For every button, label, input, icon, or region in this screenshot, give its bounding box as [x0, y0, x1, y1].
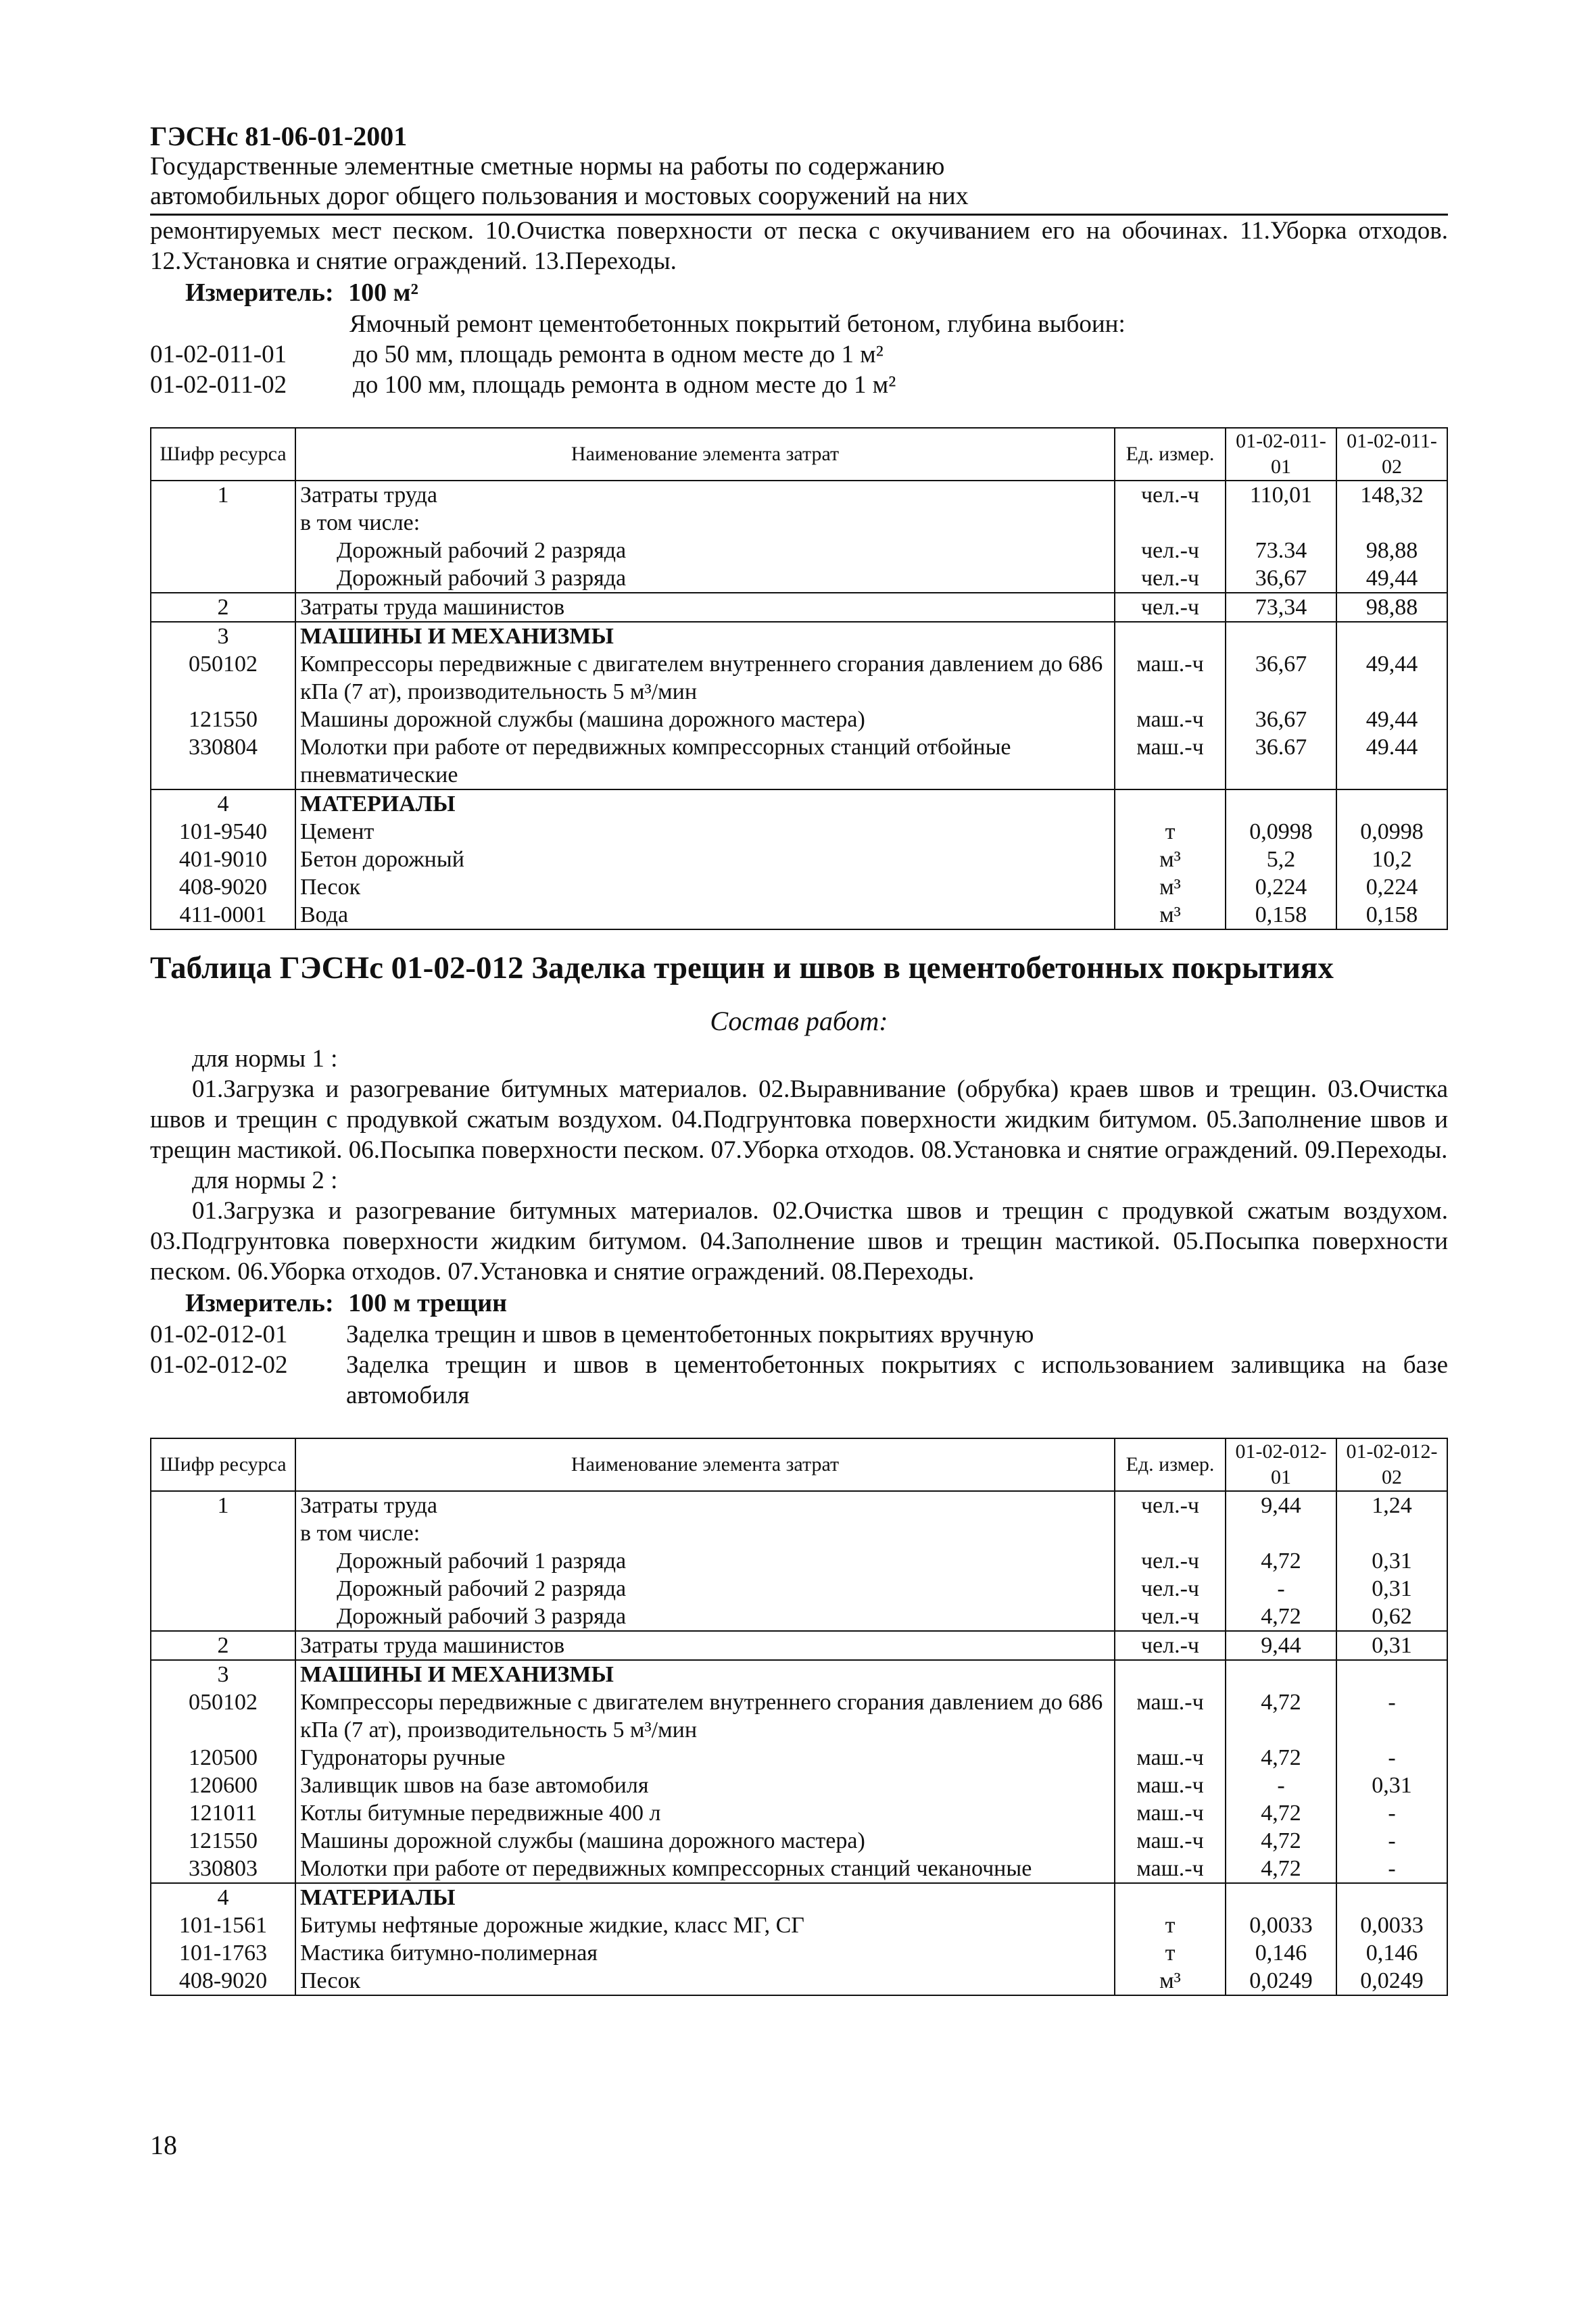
- table-row: [151, 789, 1447, 818]
- cell-norm-1-value: -: [1226, 1772, 1336, 1799]
- cell-unit: т: [1115, 818, 1226, 846]
- cell-norm-2-value: 0,0249: [1336, 1967, 1447, 1995]
- cell-norm-1-value: 0,158: [1226, 901, 1336, 929]
- cell-norm-2-value: 0,31: [1336, 1547, 1447, 1575]
- cell-resource-code: [151, 1575, 295, 1603]
- header-name: Наименование элемента затрат: [295, 428, 1115, 481]
- cell-unit: [1115, 1883, 1226, 1911]
- cell-cost-element: Песок: [295, 1967, 1115, 1995]
- cell-resource-code: 050102: [151, 650, 295, 706]
- cell-cost-element: Заливщик швов на базе автомобиля: [295, 1772, 1115, 1799]
- cell-norm-1-value: 73.34: [1226, 537, 1336, 564]
- cell-norm-2-value: [1336, 622, 1447, 650]
- cell-unit: чел.-ч: [1115, 1631, 1226, 1660]
- table-row: [151, 481, 1447, 509]
- document-page: [150, 122, 1448, 1996]
- table-row: [151, 1631, 1447, 1660]
- cell-unit: маш.-ч: [1115, 733, 1226, 789]
- cell-norm-2-value: 1,24: [1336, 1491, 1447, 1519]
- norm-text: Заделка трещин и швов в цементобетонных покрытиях с использованием заливщика на базе автомобиля: [346, 1351, 1448, 1409]
- cell-cost-element: Вода: [295, 901, 1115, 929]
- header-norm-1: 01-02-012-01: [1226, 1438, 1336, 1491]
- cell-norm-2-value: 98,88: [1336, 593, 1447, 622]
- cell-norm-1-value: 4,72: [1226, 1799, 1336, 1827]
- cell-norm-1-value: [1226, 789, 1336, 818]
- cell-resource-code: 4: [151, 1883, 295, 1911]
- cell-norm-2-value: 49,44: [1336, 706, 1447, 733]
- cell-cost-element: МАТЕРИАЛЫ: [295, 1883, 1115, 1911]
- cell-norm-1-value: 4,72: [1226, 1855, 1336, 1883]
- cell-norm-1-value: 36,67: [1226, 706, 1336, 733]
- header-line-2: автомобильных дорог общего пользования и мостовых сооружений на них: [150, 182, 969, 210]
- table-row: [151, 1519, 1447, 1547]
- cell-cost-element: Гудронаторы ручные: [295, 1744, 1115, 1772]
- table-row: [151, 1883, 1447, 1911]
- header-unit: Ед. измер.: [1115, 428, 1226, 481]
- cell-resource-code: 330804: [151, 733, 295, 789]
- header-norm-2: 01-02-011-02: [1336, 428, 1447, 481]
- cell-resource-code: 120600: [151, 1772, 295, 1799]
- cell-resource-code: [151, 537, 295, 564]
- cell-cost-element: МАШИНЫ И МЕХАНИЗМЫ: [295, 1660, 1115, 1688]
- cell-unit: чел.-ч: [1115, 1547, 1226, 1575]
- cell-norm-1-value: [1226, 1519, 1336, 1547]
- cell-cost-element: в том числе:: [295, 1519, 1115, 1547]
- cell-resource-code: 1: [151, 481, 295, 509]
- table-title: Таблица ГЭСНс 01-02-012 Заделка трещин и швов в цементобетонных покрытиях: [150, 950, 1334, 985]
- cell-unit: [1115, 509, 1226, 537]
- cell-cost-element: Дорожный рабочий 2 разряда: [295, 1575, 1115, 1603]
- cell-norm-2-value: 49.44: [1336, 733, 1447, 789]
- cell-cost-element: Дорожный рабочий 3 разряда: [295, 564, 1115, 593]
- norm-row: [150, 370, 1448, 400]
- cell-norm-2-value: 0,31: [1336, 1575, 1447, 1603]
- table-row: [151, 1827, 1447, 1855]
- cell-unit: маш.-ч: [1115, 706, 1226, 733]
- table-row: [151, 846, 1447, 873]
- meter-line-2: [150, 1287, 1448, 1319]
- table-row: [151, 1491, 1447, 1519]
- resource-table-1: [150, 427, 1448, 930]
- table-row: [151, 1939, 1447, 1967]
- cell-cost-element: Затраты труда машинистов: [295, 1631, 1115, 1660]
- table-row: [151, 1575, 1447, 1603]
- cell-norm-2-value: 49,44: [1336, 564, 1447, 593]
- cell-cost-element: Компрессоры передвижные с двигателем внутреннего сгорания давлением до 686 кПа (7 ат), производительность 5 м³/мин: [295, 650, 1115, 706]
- cell-cost-element: МАШИНЫ И МЕХАНИЗМЫ: [295, 622, 1115, 650]
- cell-unit: маш.-ч: [1115, 650, 1226, 706]
- cell-norm-1-value: 4,72: [1226, 1603, 1336, 1631]
- cell-unit: м³: [1115, 873, 1226, 901]
- cell-unit: чел.-ч: [1115, 1491, 1226, 1519]
- cell-unit: маш.-ч: [1115, 1744, 1226, 1772]
- cell-resource-code: [151, 509, 295, 537]
- cell-cost-element: Затраты труда: [295, 1491, 1115, 1519]
- cell-norm-2-value: [1336, 1519, 1447, 1547]
- cell-resource-code: 411-0001: [151, 901, 295, 929]
- cell-norm-2-value: 98,88: [1336, 537, 1447, 564]
- resource-table-2: [150, 1438, 1448, 1996]
- cell-unit: чел.-ч: [1115, 537, 1226, 564]
- header-unit: Ед. измер.: [1115, 1438, 1226, 1491]
- cell-norm-2-value: [1336, 1660, 1447, 1688]
- table-row: [151, 706, 1447, 733]
- cell-norm-1-value: [1226, 509, 1336, 537]
- cell-cost-element: Молотки при работе от передвижных компрессорных станций чеканочные: [295, 1855, 1115, 1883]
- cell-unit: м³: [1115, 846, 1226, 873]
- cell-cost-element: Бетон дорожный: [295, 846, 1115, 873]
- cell-resource-code: [151, 564, 295, 593]
- table-row: [151, 901, 1447, 929]
- cell-cost-element: Котлы битумные передвижные 400 л: [295, 1799, 1115, 1827]
- table-row: [151, 1967, 1447, 1995]
- cell-cost-element: Цемент: [295, 818, 1115, 846]
- table-row: [151, 537, 1447, 564]
- cell-resource-code: 408-9020: [151, 1967, 295, 1995]
- cell-unit: маш.-ч: [1115, 1827, 1226, 1855]
- cell-norm-1-value: 36,67: [1226, 564, 1336, 593]
- cell-resource-code: 121550: [151, 706, 295, 733]
- meter-value: 100 м трещин: [348, 1289, 508, 1317]
- header-norm-1: 01-02-011-01: [1226, 428, 1336, 481]
- cell-unit: т: [1115, 1911, 1226, 1939]
- cell-cost-element: МАТЕРИАЛЫ: [295, 789, 1115, 818]
- cell-unit: т: [1115, 1939, 1226, 1967]
- table-header-row: [151, 428, 1447, 481]
- cell-norm-2-value: -: [1336, 1688, 1447, 1744]
- table-row: [151, 1855, 1447, 1883]
- cell-norm-1-value: [1226, 1883, 1336, 1911]
- cell-norm-2-value: 49,44: [1336, 650, 1447, 706]
- cell-norm-1-value: -: [1226, 1575, 1336, 1603]
- cell-unit: чел.-ч: [1115, 481, 1226, 509]
- norm-text: до 100 мм, площадь ремонта в одном месте до 1 м²: [353, 371, 896, 399]
- cell-resource-code: 4: [151, 789, 295, 818]
- cell-norm-2-value: 10,2: [1336, 846, 1447, 873]
- cell-norm-1-value: 0,146: [1226, 1939, 1336, 1967]
- table-row: [151, 818, 1447, 846]
- norm-row: [150, 339, 1448, 370]
- cell-norm-1-value: 4,72: [1226, 1827, 1336, 1855]
- table-row: [151, 1772, 1447, 1799]
- header-norm-2: 01-02-012-02: [1336, 1438, 1447, 1491]
- cell-cost-element: Молотки при работе от передвижных компрессорных станций отбойные пневматические: [295, 733, 1115, 789]
- cell-cost-element: Песок: [295, 873, 1115, 901]
- table-row: [151, 1911, 1447, 1939]
- cell-norm-2-value: [1336, 1883, 1447, 1911]
- cell-unit: чел.-ч: [1115, 1603, 1226, 1631]
- cell-unit: м³: [1115, 1967, 1226, 1995]
- document-code: ГЭСНс 81-06-01-2001: [150, 121, 408, 151]
- cell-norm-2-value: -: [1336, 1799, 1447, 1827]
- cell-resource-code: 120500: [151, 1744, 295, 1772]
- meter-label: Измеритель:: [185, 278, 334, 307]
- cell-resource-code: 121550: [151, 1827, 295, 1855]
- cell-resource-code: 050102: [151, 1688, 295, 1744]
- cell-norm-2-value: 0,0998: [1336, 818, 1447, 846]
- cell-unit: чел.-ч: [1115, 1575, 1226, 1603]
- cell-unit: маш.-ч: [1115, 1688, 1226, 1744]
- cell-norm-1-value: 9,44: [1226, 1631, 1336, 1660]
- cell-norm-1-value: 0,0033: [1226, 1911, 1336, 1939]
- cell-norm-2-value: 0,62: [1336, 1603, 1447, 1631]
- cell-norm-1-value: 0,0998: [1226, 818, 1336, 846]
- cell-norm-1-value: 4,72: [1226, 1744, 1336, 1772]
- cell-norm-2-value: -: [1336, 1827, 1447, 1855]
- table-row: [151, 1799, 1447, 1827]
- cell-norm-2-value: 0,31: [1336, 1772, 1447, 1799]
- cell-cost-element: Битумы нефтяные дорожные жидкие, класс МГ, СГ: [295, 1911, 1115, 1939]
- cell-unit: маш.-ч: [1115, 1772, 1226, 1799]
- norm-text: до 50 мм, площадь ремонта в одном месте до 1 м²: [353, 341, 884, 368]
- cell-norm-2-value: -: [1336, 1855, 1447, 1883]
- cell-cost-element: Дорожный рабочий 2 разряда: [295, 537, 1115, 564]
- cell-resource-code: 2: [151, 593, 295, 622]
- cell-norm-2-value: [1336, 789, 1447, 818]
- cell-norm-1-value: 110,01: [1226, 481, 1336, 509]
- cell-resource-code: 3: [151, 622, 295, 650]
- cell-unit: чел.-ч: [1115, 564, 1226, 593]
- cell-norm-2-value: 148,32: [1336, 481, 1447, 509]
- cell-norm-1-value: 4,72: [1226, 1547, 1336, 1575]
- norm-code: 01-02-012-01: [150, 1321, 288, 1348]
- meter-line-1: [150, 276, 1448, 309]
- cell-resource-code: 101-1763: [151, 1939, 295, 1967]
- table-body: [151, 481, 1447, 929]
- cell-unit: чел.-ч: [1115, 593, 1226, 622]
- norm-code: 01-02-011-02: [150, 371, 287, 399]
- cell-cost-element: Дорожный рабочий 1 разряда: [295, 1547, 1115, 1575]
- cell-resource-code: 330803: [151, 1855, 295, 1883]
- work-composition-continuation: ремонтируемых мест песком. 10.Очистка поверхности от песка с окучиванием его на обочинах. 11.Уборка отходов. 12.Установка и снятие ограждений. 13.Переходы.: [150, 217, 1448, 275]
- table-row: [151, 1744, 1447, 1772]
- cell-cost-element: Затраты труда: [295, 481, 1115, 509]
- cell-cost-element: Дорожный рабочий 3 разряда: [295, 1603, 1115, 1631]
- norm-text: Заделка трещин и швов в цементобетонных покрытиях вручную: [346, 1321, 1034, 1348]
- table-row: [151, 622, 1447, 650]
- table-row: [151, 650, 1447, 706]
- table-row: [151, 593, 1447, 622]
- norm-code: 01-02-012-02: [150, 1351, 288, 1379]
- table-row: [151, 1603, 1447, 1631]
- norm-row: [150, 1319, 1448, 1350]
- norm1-label: для нормы 1 :: [192, 1045, 338, 1073]
- cell-norm-1-value: [1226, 622, 1336, 650]
- header-name: Наименование элемента затрат: [295, 1438, 1115, 1491]
- table-row: [151, 564, 1447, 593]
- meter-label: Измеритель:: [185, 1289, 334, 1317]
- cell-norm-1-value: 73,34: [1226, 593, 1336, 622]
- cell-unit: м³: [1115, 901, 1226, 929]
- cell-norm-2-value: 0,224: [1336, 873, 1447, 901]
- cell-cost-element: Машины дорожной службы (машина дорожного мастера): [295, 706, 1115, 733]
- meter-value: 100 м²: [348, 278, 418, 307]
- cell-cost-element: Мастика битумно-полимерная: [295, 1939, 1115, 1967]
- table-row: [151, 873, 1447, 901]
- norm-group-subtitle: Ямочный ремонт цементобетонных покрытий бетоном, глубина выбоин:: [349, 310, 1126, 338]
- cell-cost-element: Затраты труда машинистов: [295, 593, 1115, 622]
- cell-cost-element: Машины дорожной службы (машина дорожного мастера): [295, 1827, 1115, 1855]
- cell-resource-code: 408-9020: [151, 873, 295, 901]
- cell-unit: [1115, 1660, 1226, 1688]
- cell-norm-1-value: 9,44: [1226, 1491, 1336, 1519]
- norm2-label: для нормы 2 :: [192, 1167, 338, 1194]
- cell-norm-2-value: [1336, 509, 1447, 537]
- norm1-work-list: 01.Загрузка и разогревание битумных материалов. 02.Выравнивание (обрубка) краев швов и трещин. 03.Очистка швов и трещин с продувкой сжатым воздухом. 04.Подгрунтовка поверхности жидким битумом. 05.Заполнение швов и трещин мастикой. 06.Посыпка поверхности песком. 07.Уборка отходов. 08.Установка и снятие ограждений. 09.Переходы.: [150, 1075, 1448, 1164]
- cell-unit: [1115, 789, 1226, 818]
- table-body: [151, 1491, 1447, 1995]
- cell-norm-1-value: 0,224: [1226, 873, 1336, 901]
- table-row: [151, 1660, 1447, 1688]
- cell-unit: маш.-ч: [1115, 1799, 1226, 1827]
- cell-cost-element: в том числе:: [295, 509, 1115, 537]
- cell-norm-1-value: 36.67: [1226, 733, 1336, 789]
- table-row: [151, 733, 1447, 789]
- cell-norm-1-value: [1226, 1660, 1336, 1688]
- cell-norm-2-value: 0,31: [1336, 1631, 1447, 1660]
- cell-norm-2-value: -: [1336, 1744, 1447, 1772]
- cell-resource-code: [151, 1603, 295, 1631]
- cell-norm-2-value: 0,146: [1336, 1939, 1447, 1967]
- norm-code: 01-02-011-01: [150, 341, 287, 368]
- header-code: Шифр ресурса: [151, 1438, 295, 1491]
- header-code: Шифр ресурса: [151, 428, 295, 481]
- table-row: [151, 1688, 1447, 1744]
- cell-resource-code: 2: [151, 1631, 295, 1660]
- cell-resource-code: [151, 1519, 295, 1547]
- cell-norm-2-value: 0,0033: [1336, 1911, 1447, 1939]
- header-line-1: Государственные элементные сметные нормы на работы по содержанию: [150, 152, 945, 180]
- cell-unit: [1115, 622, 1226, 650]
- cell-resource-code: 401-9010: [151, 846, 295, 873]
- cell-unit: маш.-ч: [1115, 1855, 1226, 1883]
- cell-resource-code: [151, 1547, 295, 1575]
- cell-resource-code: 1: [151, 1491, 295, 1519]
- composition-heading: Состав работ:: [710, 1006, 888, 1036]
- cell-unit: [1115, 1519, 1226, 1547]
- cell-cost-element: Компрессоры передвижные с двигателем внутреннего сгорания давлением до 686 кПа (7 ат), производительность 5 м³/мин: [295, 1688, 1115, 1744]
- cell-norm-1-value: 0,0249: [1226, 1967, 1336, 1995]
- table-header-row: [151, 1438, 1447, 1491]
- cell-resource-code: 3: [151, 1660, 295, 1688]
- table-row: [151, 509, 1447, 537]
- page-number: 18: [150, 2130, 177, 2160]
- norm-row: [150, 1350, 1448, 1411]
- cell-norm-1-value: 4,72: [1226, 1688, 1336, 1744]
- cell-norm-1-value: 5,2: [1226, 846, 1336, 873]
- cell-norm-2-value: 0,158: [1336, 901, 1447, 929]
- cell-resource-code: 101-1561: [151, 1911, 295, 1939]
- cell-resource-code: 101-9540: [151, 818, 295, 846]
- cell-norm-1-value: 36,67: [1226, 650, 1336, 706]
- cell-resource-code: 121011: [151, 1799, 295, 1827]
- table-row: [151, 1547, 1447, 1575]
- norm2-work-list: 01.Загрузка и разогревание битумных материалов. 02.Очистка швов и трещин с продувкой сжатым воздухом. 03.Подгрунтовка поверхности жидким битумом. 04.Заполнение швов и трещин мастикой. 05.Посыпка поверхности песком. 06.Уборка отходов. 07.Установка и снятие ограждений. 08.Переходы.: [150, 1197, 1448, 1286]
